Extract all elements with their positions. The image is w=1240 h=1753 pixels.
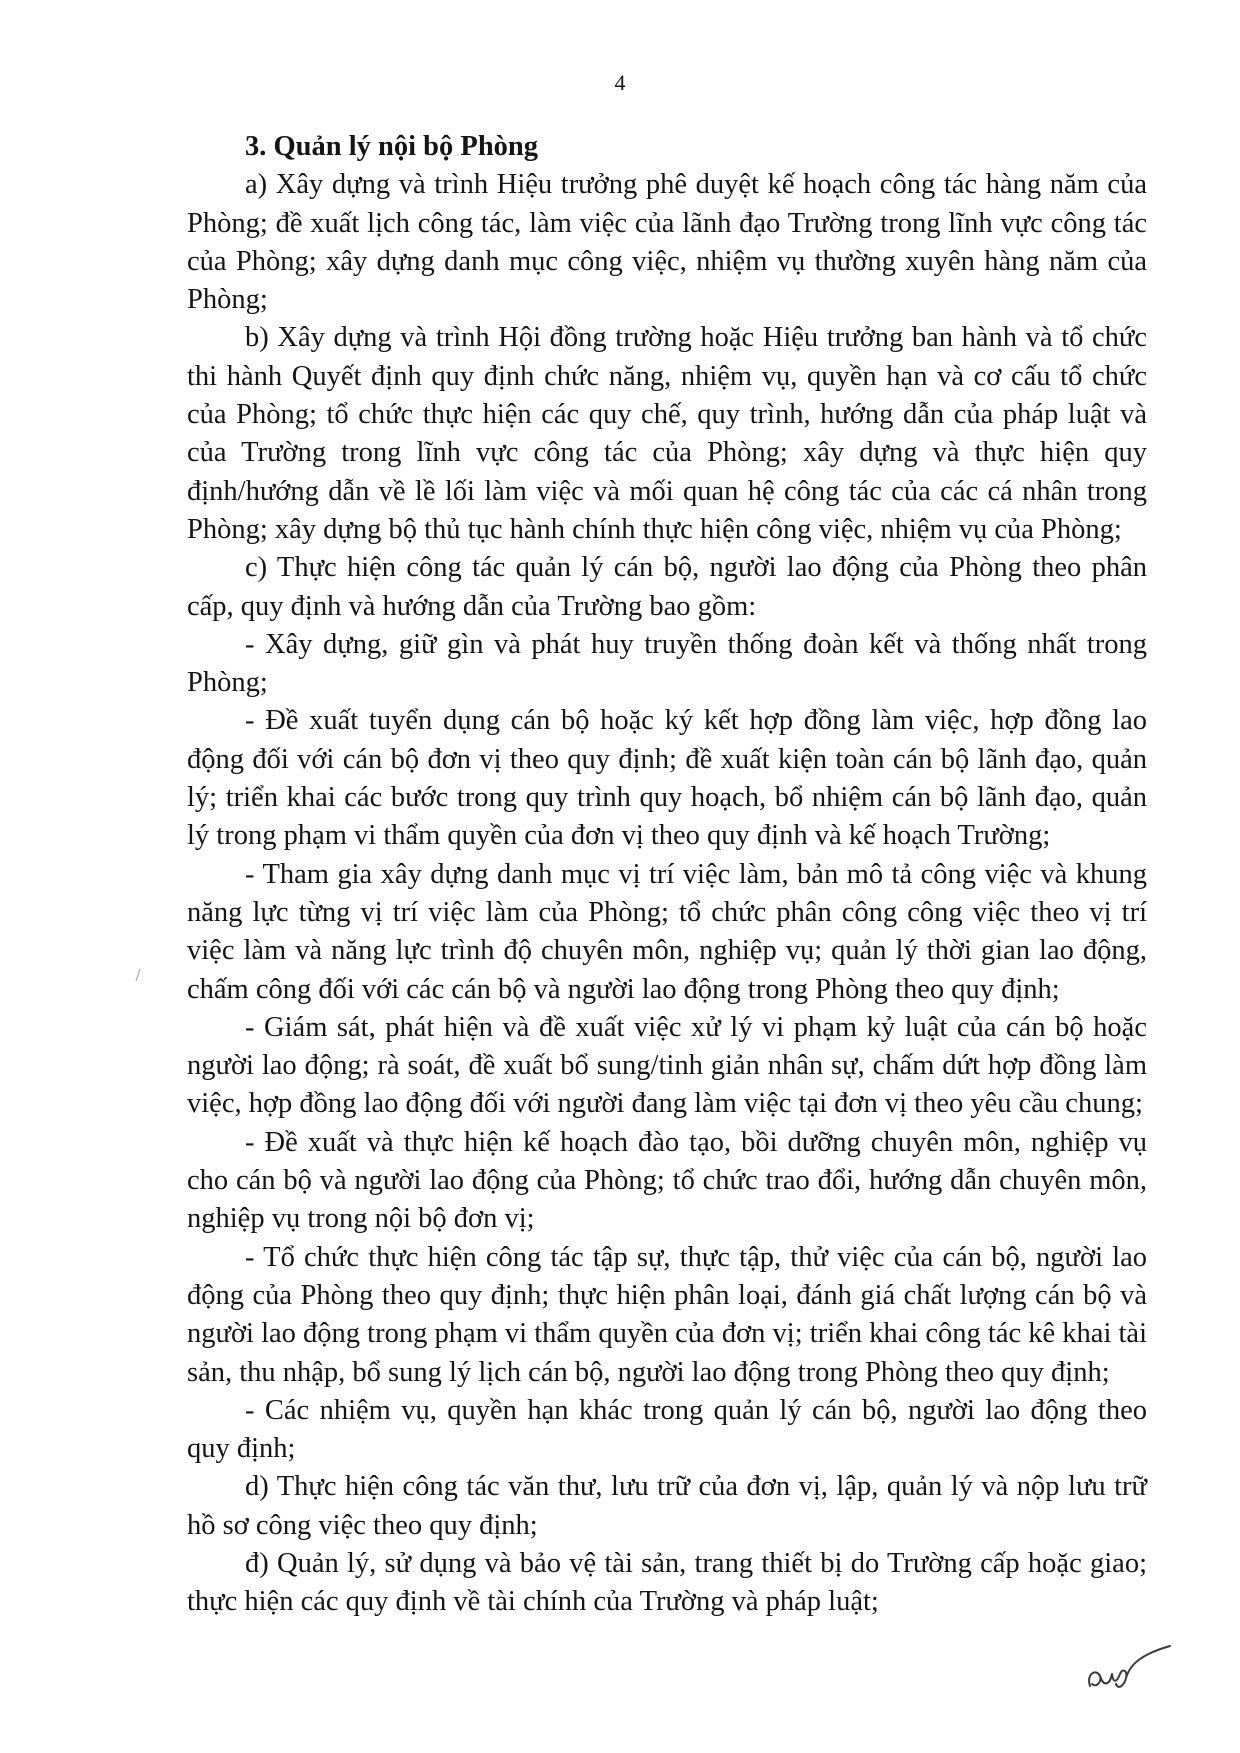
bullet-discipline: - Giám sát, phát hiện và đề xuất việc xử lý vi phạm kỷ luật của cán bộ hoặc người lao động; rà soát, đề xuất bổ sung/tinh giản nhân sự, chấm dứt hợp đồng làm việc, hợp đồng lao động đối với người đang làm việc tại đơn vị theo yêu cầu chung; xyxy=(187,1011,1147,1120)
paragraph-c: c) Thực hiện công tác quản lý cán bộ, người lao động của Phòng theo phân cấp, quy định và hướng dẫn của Trường bao gồm: xyxy=(187,552,1147,622)
bullet-recruitment: - Đề xuất tuyển dụng cán bộ hoặc ký kết hợp đồng làm việc, hợp đồng lao động đối với cán bộ đơn vị theo quy định; đề xuất kiện toàn cán bộ lãnh đạo, quản lý; triển khai các bước trong quy trình quy hoạch, bổ nhiệm cán bộ lãnh đạo, quản lý trong phạm vi thẩm quyền của đơn vị theo quy định và kế hoạch Trường; xyxy=(187,705,1147,852)
bullet-training: - Đề xuất và thực hiện kế hoạch đào tạo, bồi dưỡng chuyên môn, nghiệp vụ cho cán bộ và người lao động của Phòng; tổ chức trao đổi, hướng dẫn chuyên môn, nghiệp vụ trong nội bộ đơn vị; xyxy=(187,1126,1147,1235)
bullet-unity: - Xây dựng, giữ gìn và phát huy truyền thống đoàn kết và thống nhất trong Phòng; xyxy=(187,628,1147,699)
bullet-other-duties: - Các nhiệm vụ, quyền hạn khác trong quản lý cán bộ, người lao động theo quy định; xyxy=(187,1394,1147,1465)
paragraph-b: b) Xây dựng và trình Hội đồng trường hoặc Hiệu trưởng ban hành và tổ chức thi hành Quyết định quy định chức năng, nhiệm vụ, quyền hạn và cơ cấu tổ chức của Phòng; tổ chức thực hiện các quy chế, quy trình, hướng dẫn của pháp luật và của Trường trong lĩnh vực công tác của Phòng; xây dựng và thực hiện quy định/hướng dẫn về lề lối làm việc và mối quan hệ công tác của các cá nhân trong Phòng; xây dựng bộ thủ tục hành chính thực hiện công việc, nhiệm vụ của Phòng; xyxy=(187,322,1147,545)
bullet-probation: - Tổ chức thực hiện công tác tập sự, thực tập, thử việc của cán bộ, người lao động của Phòng theo quy định; thực hiện phân loại, đánh giá chất lượng cán bộ và người lao động trong phạm vi thẩm quyền của đơn vị; triển khai công tác kê khai tài sản, thu nhập, bổ sung lý lịch cán bộ, người lao động trong Phòng theo quy định; xyxy=(187,1241,1147,1388)
bullet-job-positions: - Tham gia xây dựng danh mục vị trí việc làm, bản mô tả công việc và khung năng lực từng vị trí việc làm của Phòng; tổ chức phân công công việc theo vị trí việc làm và năng lực trình độ chuyên môn, nghiệp vụ; quản lý thời gian lao động, chấm công đối với các cán bộ và người lao động trong Phòng theo quy định; xyxy=(187,858,1147,1005)
paragraph-a: a) Xây dựng và trình Hiệu trưởng phê duyệt kế hoạch công tác hàng năm của Phòng; đề xuất lịch công tác, làm việc của lãnh đạo Trường trong lĩnh vực công tác của Phòng; xây dựng danh mục công việc, nhiệm vụ thường xuyên hàng năm của Phòng; xyxy=(187,169,1147,316)
signature-initials xyxy=(1082,1644,1172,1694)
paragraph-d: d) Thực hiện công tác văn thư, lưu trữ của đơn vị, lập, quản lý và nộp lưu trữ hồ sơ công việc theo quy định; xyxy=(187,1471,1147,1541)
stray-pen-mark xyxy=(134,968,142,982)
section-title: 3. Quản lý nội bộ Phòng xyxy=(245,131,539,162)
paragraph-dd: đ) Quản lý, sử dụng và bảo vệ tài sản, trang thiết bị do Trường cấp hoặc giao; thực hiện các quy định về tài chính của Trường và pháp luật; xyxy=(187,1547,1147,1618)
document-body xyxy=(187,128,1147,1622)
page-number: 4 xyxy=(614,70,626,95)
